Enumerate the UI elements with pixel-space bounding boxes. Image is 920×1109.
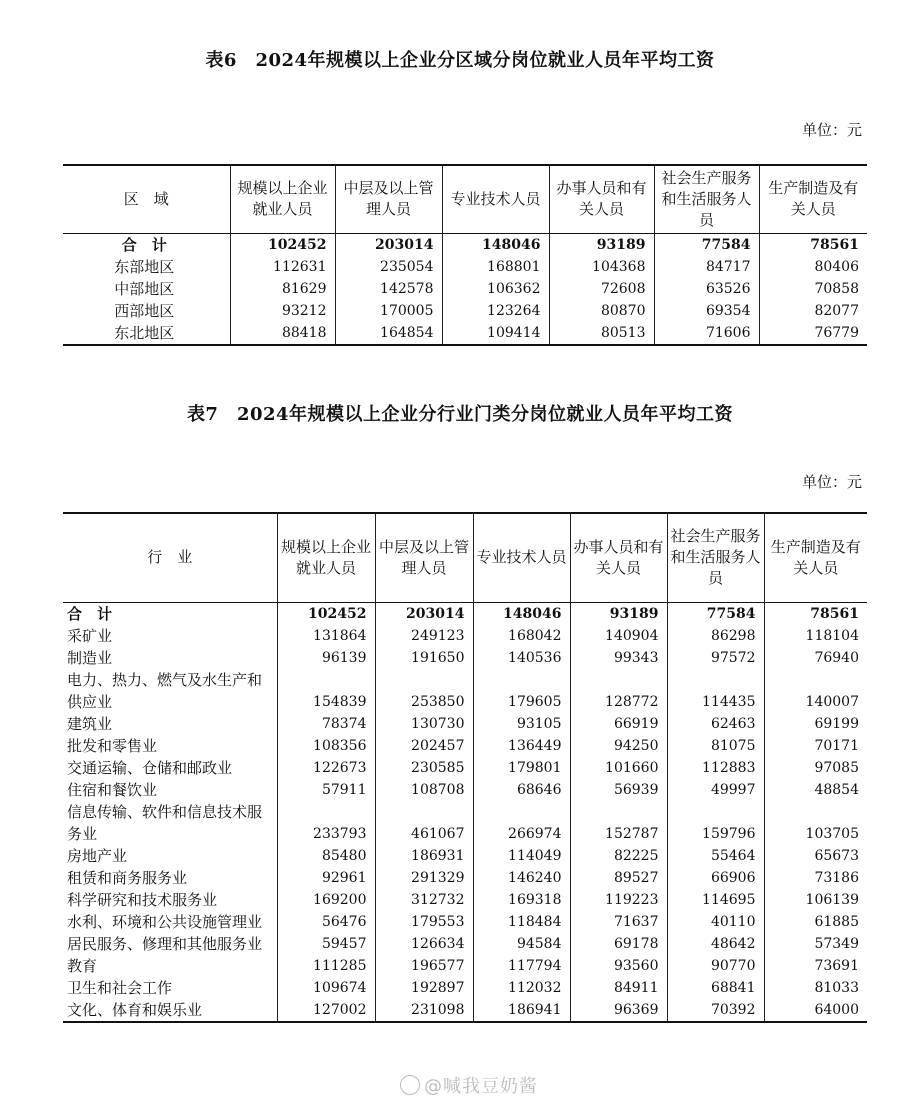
table6-header-col: 生产制造及有关人员 — [759, 165, 867, 233]
cell-value: 104368 — [549, 256, 654, 278]
weibo-icon — [400, 1075, 420, 1095]
row-label: 西部地区 — [63, 300, 230, 322]
table-row — [63, 669, 867, 713]
cell-value: 86298 — [667, 625, 764, 647]
cell-value: 88418 — [230, 322, 335, 345]
cell-value: 77584 — [654, 233, 759, 256]
cell-value: 55464 — [667, 845, 764, 867]
cell-value: 61885 — [814, 913, 859, 930]
cell-value: 70171 — [814, 737, 859, 754]
table6-header-region: 区 域 — [63, 165, 230, 233]
cell-value: 146240 — [473, 867, 570, 889]
cell-value: 94250 — [570, 735, 667, 757]
cell-value: 140007 — [805, 693, 859, 710]
cell-value: 122673 — [277, 757, 375, 779]
table7-header-col: 社会生产服务和生活服务人员 — [667, 513, 764, 602]
cell-value: 169200 — [277, 889, 375, 911]
cell-value: 118104 — [805, 627, 859, 644]
cell-value: 93560 — [570, 955, 667, 977]
row-label: 水利、环境和公共设施管理业 — [63, 911, 277, 933]
cell-value: 80870 — [549, 300, 654, 322]
cell-value: 169318 — [473, 889, 570, 911]
cell-value: 106139 — [805, 891, 859, 908]
cell-value: 59457 — [277, 933, 375, 955]
row-label: 建筑业 — [63, 713, 277, 735]
cell-value: 186931 — [375, 845, 473, 867]
cell-value: 148046 — [442, 233, 549, 256]
row-label: 文化、体育和娱乐业 — [63, 999, 277, 1022]
cell-value: 69178 — [570, 933, 667, 955]
cell-value: 70858 — [814, 280, 859, 297]
cell-value: 82225 — [570, 845, 667, 867]
cell-value: 192897 — [375, 977, 473, 999]
table-row — [63, 735, 867, 757]
cell-value: 101660 — [570, 757, 667, 779]
cell-value: 168042 — [473, 625, 570, 647]
table7 — [63, 512, 867, 1023]
cell-value: 93212 — [230, 300, 335, 322]
cell-value: 56939 — [570, 779, 667, 801]
cell-value: 76779 — [759, 322, 867, 345]
cell-value: 154839 — [277, 669, 375, 713]
table6-unit: 单位：元 — [801, 121, 862, 139]
cell-value: 73691 — [814, 957, 859, 974]
cell-value: 119223 — [570, 889, 667, 911]
cell-value: 108356 — [277, 735, 375, 757]
table-row — [63, 977, 867, 999]
cell-value: 66906 — [667, 867, 764, 889]
cell-value: 159796 — [667, 801, 764, 845]
cell-value: 93189 — [570, 602, 667, 625]
cell-value: 89527 — [570, 867, 667, 889]
cell-value: 102452 — [277, 602, 375, 625]
cell-value: 140536 — [473, 647, 570, 669]
row-label: 卫生和社会工作 — [63, 977, 277, 999]
cell-value: 81033 — [814, 979, 859, 996]
cell-value: 48642 — [667, 933, 764, 955]
table7-header-col: 生产制造及有关人员 — [764, 513, 867, 602]
cell-value: 71637 — [570, 911, 667, 933]
cell-value: 97085 — [814, 759, 859, 776]
cell-value: 65673 — [814, 847, 859, 864]
cell-value: 127002 — [277, 999, 375, 1022]
cell-value: 291329 — [375, 867, 473, 889]
cell-value: 72608 — [549, 278, 654, 300]
cell-value: 142578 — [335, 278, 442, 300]
cell-value: 82077 — [814, 302, 859, 319]
cell-value: 109414 — [442, 322, 549, 345]
row-label: 住宿和餐饮业 — [63, 779, 277, 801]
cell-value: 57349 — [814, 935, 859, 952]
cell-value: 230585 — [375, 757, 473, 779]
cell-value: 235054 — [335, 256, 442, 278]
cell-value: 48854 — [814, 781, 859, 798]
cell-value: 84911 — [570, 977, 667, 999]
table-row — [63, 801, 867, 845]
cell-value: 112631 — [230, 256, 335, 278]
table6-header-col: 规模以上企业就业人员 — [230, 165, 335, 233]
cell-value: 80406 — [814, 258, 859, 275]
cell-value: 233793 — [277, 801, 375, 845]
row-label: 交通运输、仓储和邮政业 — [63, 757, 277, 779]
watermark-text: @喊我豆奶酱 — [424, 1076, 538, 1097]
table7-header-col: 办事人员和有关人员 — [570, 513, 667, 602]
table-row — [63, 300, 867, 322]
cell-value: 66919 — [570, 713, 667, 735]
table-row — [63, 911, 867, 933]
row-label: 教育 — [63, 955, 277, 977]
cell-value: 96369 — [570, 999, 667, 1022]
cell-value: 78561 — [810, 605, 859, 622]
row-label: 电力、热力、燃气及水生产和供应业 — [63, 669, 277, 713]
cell-value: 70392 — [667, 999, 764, 1022]
row-label: 科学研究和技术服务业 — [63, 889, 277, 911]
cell-value: 140904 — [570, 625, 667, 647]
cell-value: 202457 — [375, 735, 473, 757]
cell-value: 69199 — [814, 715, 859, 732]
cell-value: 191650 — [375, 647, 473, 669]
cell-value: 312732 — [375, 889, 473, 911]
table6-header-col: 办事人员和有关人员 — [549, 165, 654, 233]
cell-value: 108708 — [375, 779, 473, 801]
table-row — [63, 933, 867, 955]
row-label: 合 计 — [63, 233, 230, 256]
cell-value: 49997 — [667, 779, 764, 801]
cell-value: 186941 — [473, 999, 570, 1022]
row-label: 采矿业 — [63, 625, 277, 647]
cell-value: 62463 — [667, 713, 764, 735]
table-row — [63, 647, 867, 669]
cell-value: 73186 — [814, 869, 859, 886]
cell-value: 93105 — [473, 713, 570, 735]
cell-value: 106362 — [442, 278, 549, 300]
cell-value: 168801 — [442, 256, 549, 278]
cell-value: 81075 — [667, 735, 764, 757]
cell-value: 123264 — [442, 300, 549, 322]
table7-header-industry: 行 业 — [63, 513, 277, 602]
table-row — [63, 713, 867, 735]
table-row — [63, 999, 867, 1022]
cell-value: 131864 — [277, 625, 375, 647]
row-label: 批发和零售业 — [63, 735, 277, 757]
cell-value: 96139 — [277, 647, 375, 669]
cell-value: 179553 — [375, 911, 473, 933]
cell-value: 196577 — [375, 955, 473, 977]
cell-value: 99343 — [570, 647, 667, 669]
cell-value: 97572 — [667, 647, 764, 669]
cell-value: 40110 — [667, 911, 764, 933]
cell-value: 117794 — [473, 955, 570, 977]
cell-value: 203014 — [375, 602, 473, 625]
cell-value: 179605 — [473, 669, 570, 713]
cell-value: 92961 — [277, 867, 375, 889]
cell-value: 152787 — [570, 801, 667, 845]
cell-value: 128772 — [570, 669, 667, 713]
cell-value: 170005 — [335, 300, 442, 322]
row-label: 居民服务、修理和其他服务业 — [63, 933, 277, 955]
table7-header-col: 专业技术人员 — [473, 513, 570, 602]
cell-value: 77584 — [667, 602, 764, 625]
cell-value: 63526 — [654, 278, 759, 300]
cell-value: 130730 — [375, 713, 473, 735]
cell-value: 71606 — [654, 322, 759, 345]
table6-header-col: 社会生产服务和生活服务人员 — [654, 165, 759, 233]
watermark — [400, 1072, 538, 1098]
row-label: 东北地区 — [63, 322, 230, 345]
cell-value: 266974 — [473, 801, 570, 845]
table-row — [63, 625, 867, 647]
cell-value: 109674 — [277, 977, 375, 999]
cell-value: 136449 — [473, 735, 570, 757]
row-label: 租赁和商务服务业 — [63, 867, 277, 889]
cell-value: 68646 — [473, 779, 570, 801]
cell-value: 203014 — [335, 233, 442, 256]
cell-value: 94584 — [473, 933, 570, 955]
cell-value: 78374 — [277, 713, 375, 735]
cell-value: 114435 — [667, 669, 764, 713]
cell-value: 78561 — [810, 236, 859, 253]
table-row — [63, 889, 867, 911]
table6 — [63, 164, 867, 346]
cell-value: 112883 — [667, 757, 764, 779]
cell-value: 164854 — [335, 322, 442, 345]
cell-value: 69354 — [654, 300, 759, 322]
table-row — [63, 757, 867, 779]
table-row — [63, 955, 867, 977]
row-label: 东部地区 — [63, 256, 230, 278]
cell-value: 111285 — [277, 955, 375, 977]
cell-value: 90770 — [667, 955, 764, 977]
table6-header-col: 中层及以上管理人员 — [335, 165, 442, 233]
table-row — [63, 322, 867, 345]
row-label: 中部地区 — [63, 278, 230, 300]
cell-value: 126634 — [375, 933, 473, 955]
table7-header-col: 中层及以上管理人员 — [375, 513, 473, 602]
cell-value: 56476 — [277, 911, 375, 933]
cell-value: 76940 — [814, 649, 859, 666]
cell-value: 93189 — [549, 233, 654, 256]
row-label: 合 计 — [63, 602, 277, 625]
cell-value: 118484 — [473, 911, 570, 933]
cell-value: 231098 — [375, 999, 473, 1022]
cell-value: 68841 — [667, 977, 764, 999]
cell-value: 249123 — [375, 625, 473, 647]
table7-unit: 单位：元 — [801, 473, 862, 491]
cell-value: 461067 — [375, 801, 473, 845]
cell-value: 148046 — [473, 602, 570, 625]
cell-value: 64000 — [764, 999, 867, 1022]
table-row — [63, 867, 867, 889]
table-row — [63, 602, 867, 625]
cell-value: 84717 — [654, 256, 759, 278]
table-row — [63, 779, 867, 801]
row-label: 房地产业 — [63, 845, 277, 867]
table7-header-col: 规模以上企业就业人员 — [277, 513, 375, 602]
cell-value: 103705 — [805, 825, 859, 842]
table-row — [63, 845, 867, 867]
cell-value: 114049 — [473, 845, 570, 867]
cell-value: 102452 — [230, 233, 335, 256]
cell-value: 80513 — [549, 322, 654, 345]
cell-value: 57911 — [277, 779, 375, 801]
table7-title: 表7 2024年规模以上企业分行业门类分岗位就业人员年平均工资 — [186, 404, 734, 425]
table-row — [63, 256, 867, 278]
cell-value: 114695 — [667, 889, 764, 911]
row-label: 制造业 — [63, 647, 277, 669]
cell-value: 253850 — [375, 669, 473, 713]
cell-value: 81629 — [230, 278, 335, 300]
table-row — [63, 278, 867, 300]
cell-value: 85480 — [277, 845, 375, 867]
cell-value: 112032 — [473, 977, 570, 999]
table-row — [63, 233, 867, 256]
table6-header-col: 专业技术人员 — [442, 165, 549, 233]
cell-value: 179801 — [473, 757, 570, 779]
row-label: 信息传输、软件和信息技术服务业 — [63, 801, 277, 845]
table6-title: 表6 2024年规模以上企业分区域分岗位就业人员年平均工资 — [205, 50, 715, 71]
